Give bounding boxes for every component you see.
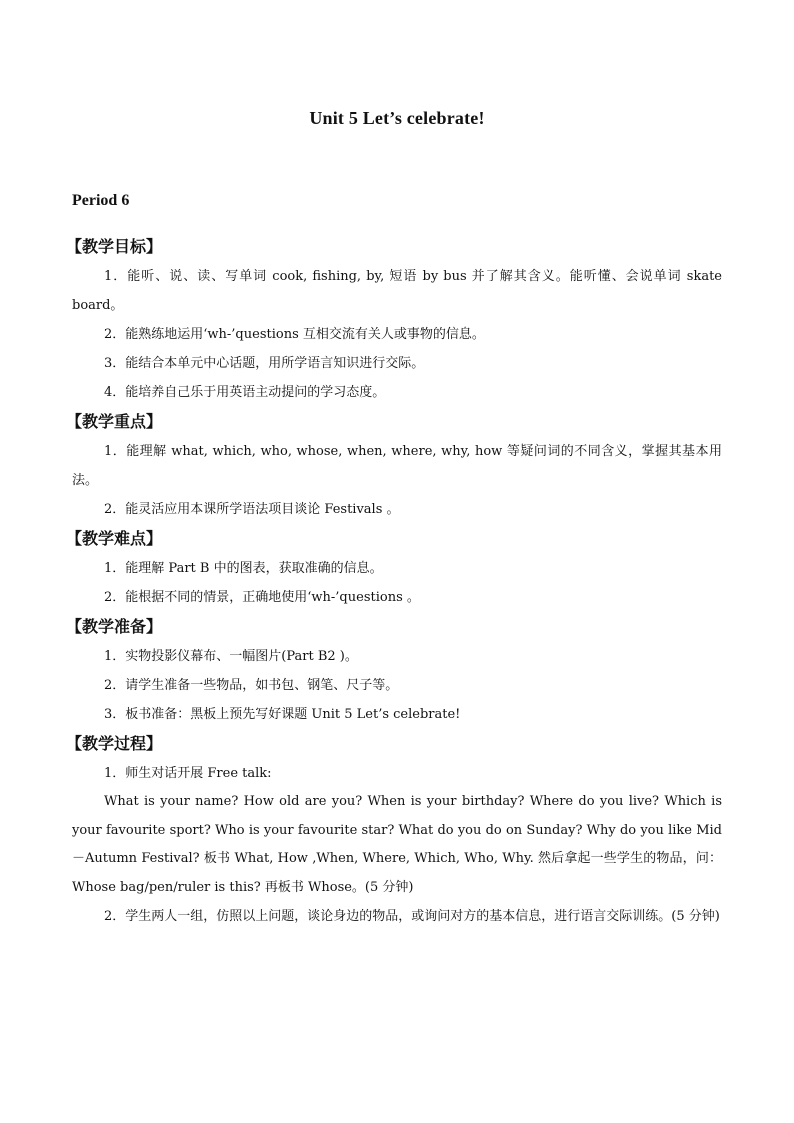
document-body <box>66 232 722 931</box>
objective-item: 2．能熟练地运用‘wh-’questions 互相交流有关人或事物的信息。 <box>104 327 485 342</box>
objective-item: 3．能结合本单元中心话题，用所学语言知识进行交际。 <box>104 356 425 371</box>
document-title: Unit 5 Let’s celebrate! <box>309 108 485 128</box>
process-item: 1．师生对话开展 Free talk: <box>104 766 272 781</box>
section-heading-difficulties: 【教学难点】 <box>66 529 163 548</box>
key-point-item: 1．能理解 what, which, who, whose, when, where, why, how 等疑问词的不同含义，掌握其基本用法。 <box>72 444 722 488</box>
section-heading-objectives: 【教学目标】 <box>66 237 163 256</box>
period-label: Period 6 <box>72 192 130 209</box>
difficulty-item: 2．能根据不同的情景，正确地使用‘wh-’questions 。 <box>104 590 420 605</box>
process-paragraph: What is your name? How old are you? When is your birthday? Where do you live? Which is your favourite sport? Who is your favourite star? What do you do on Sunday? Why do you like Mid－Autumn Festival? 板书 What, How ,When, Where, Which, Who, Why. 然后拿起一些学生的物品，问：Whose bag/pen/ruler is this? 再板书 Whose。(5 分钟) <box>72 794 722 895</box>
section-heading-process: 【教学过程】 <box>66 734 163 753</box>
process-item: 2．学生两人一组，仿照以上问题，谈论身边的物品，或询问对方的基本信息，进行语言交际训练。(5 分钟) <box>104 909 720 924</box>
objective-item: 1．能听、说、读、写单词 cook, fishing, by, 短语 by bus 并了解其含义。能听懂、会说单词 skate board。 <box>72 269 722 313</box>
preparation-item: 1．实物投影仪幕布、一幅图片(Part B2 )。 <box>104 649 358 664</box>
objective-item: 4．能培养自己乐于用英语主动提问的学习态度。 <box>104 385 386 400</box>
key-point-item: 2．能灵活应用本课所学语法项目谈论 Festivals 。 <box>104 502 400 517</box>
preparation-item: 3．板书准备：黑板上预先写好课题 Unit 5 Let’s celebrate! <box>104 707 461 722</box>
difficulty-item: 1．能理解 Part B 中的图表，获取准确的信息。 <box>104 561 383 576</box>
section-heading-preparation: 【教学准备】 <box>66 617 163 636</box>
preparation-item: 2．请学生准备一些物品，如书包、钢笔、尺子等。 <box>104 678 399 693</box>
section-heading-key-points: 【教学重点】 <box>66 412 163 431</box>
